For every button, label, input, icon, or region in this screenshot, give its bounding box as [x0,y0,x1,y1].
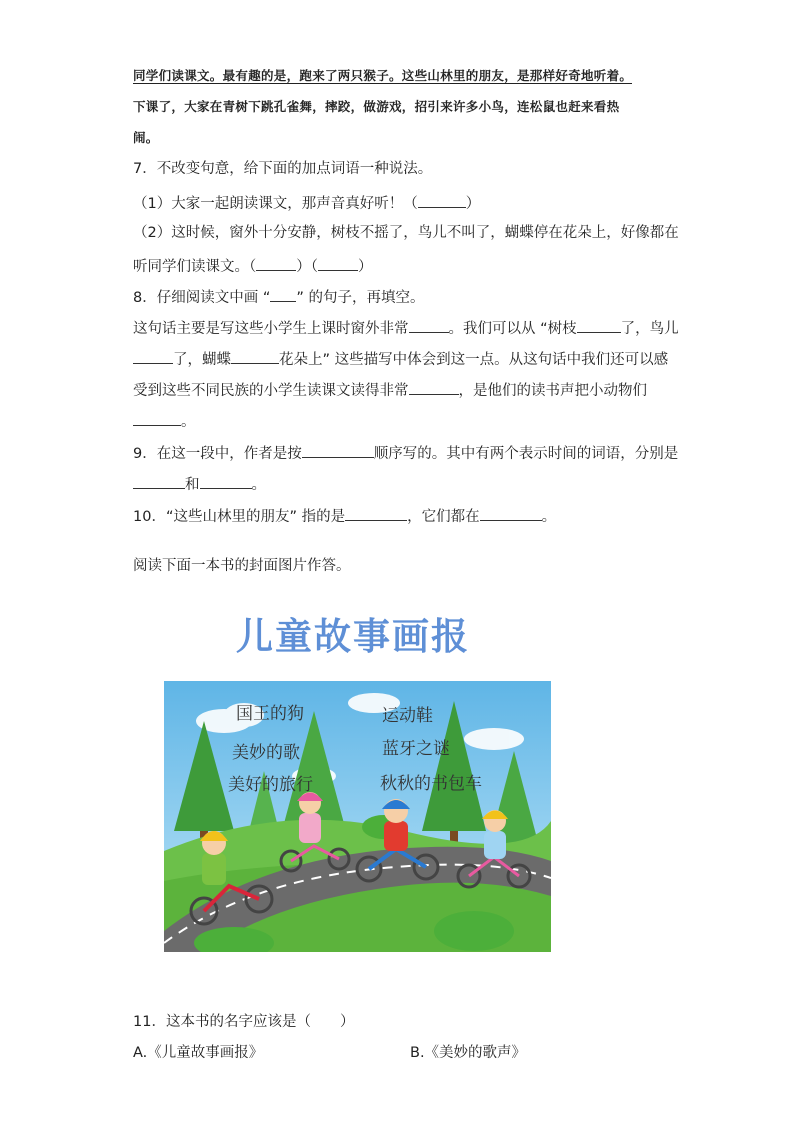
option-b[interactable]: B.《美妙的歌声》 [410,1045,527,1061]
q8-line-2: 了，蝴蝶 花朵上” 这些描写中体会到这一点。从这句话中我们还可以感 [133,347,668,370]
q8-line-4: 。 [133,409,196,432]
reading-instruction: 阅读下面一本书的封面图片作答。 [133,558,351,574]
passage-line-3: 闹。 [133,130,159,145]
answer-blank[interactable] [318,254,358,271]
q9-line-1: 9．在这一段中，作者是按 顺序写的。其中有两个表示时间的词语，分别是 [133,441,678,464]
cycling-scene-image [164,681,551,952]
q7-sub-2-cont: 听同学们读课文。（ ）（ ） [133,254,373,277]
answer-blank[interactable] [409,316,449,333]
answer-blank[interactable] [418,191,466,208]
passage-line-1: 同学们读课文。最有趣的是，跑来了两只猴子。这些山林里的朋友，是那样好奇地听着。 [133,68,633,83]
answer-blank[interactable] [480,504,542,521]
q9-line-2: 和 。 [133,472,266,495]
story-title: 美妙的歌 [232,743,300,763]
story-title: 蓝牙之谜 [382,739,450,759]
option-a[interactable]: A.《儿童故事画报》 [133,1045,264,1061]
answer-blank[interactable] [345,504,407,521]
answer-blank[interactable] [231,347,279,364]
passage-line-2: 下课了，大家在青树下跳孔雀舞，摔跤，做游戏，招引来许多小鸟，连松鼠也赶来看热 [133,99,620,114]
answer-blank[interactable] [409,378,459,395]
answer-blank[interactable] [133,409,181,426]
story-title: 秋秋的书包车 [380,774,482,794]
q8-line-3: 受到这些不同民族的小学生读课文读得非常 ，是他们的读书声把小动物们 [133,378,647,401]
underline-mark [270,285,296,302]
answer-blank[interactable] [256,254,296,271]
story-title: 国王的狗 [236,704,304,724]
answer-blank[interactable] [200,472,252,489]
q11-stem: 11．这本书的名字应该是（ ） [133,1014,355,1030]
q8-line-1: 这句话主要是写这些小学生上课时窗外非常 。我们可以从 “树枝 了，鸟儿 [133,316,679,339]
q7-sub-1: （1）大家一起朗读课文，那声音真好听！（ ） [133,191,480,214]
story-title: 美好的旅行 [228,775,313,795]
q10-line: 10．“这些山林里的朋友” 指的是 ，它们都在 。 [133,504,556,527]
answer-blank[interactable] [133,347,173,364]
story-title: 运动鞋 [382,706,433,726]
q8-stem: 8．仔细阅读文中画 “ ” 的句子，再填空。 [133,285,424,308]
answer-blank[interactable] [302,441,374,458]
cover-illustration [164,681,551,952]
cover-title: 儿童故事画报 [236,615,470,658]
q7-sub-2: （2）这时候，窗外十分安静，树枝不摇了，鸟儿不叫了，蝴蝶停在花朵上，好像都在 [133,225,679,241]
answer-blank[interactable] [133,472,185,489]
q7-stem: 7．不改变句意，给下面的加点词语一种说法。 [133,161,433,177]
answer-blank[interactable] [577,316,621,333]
